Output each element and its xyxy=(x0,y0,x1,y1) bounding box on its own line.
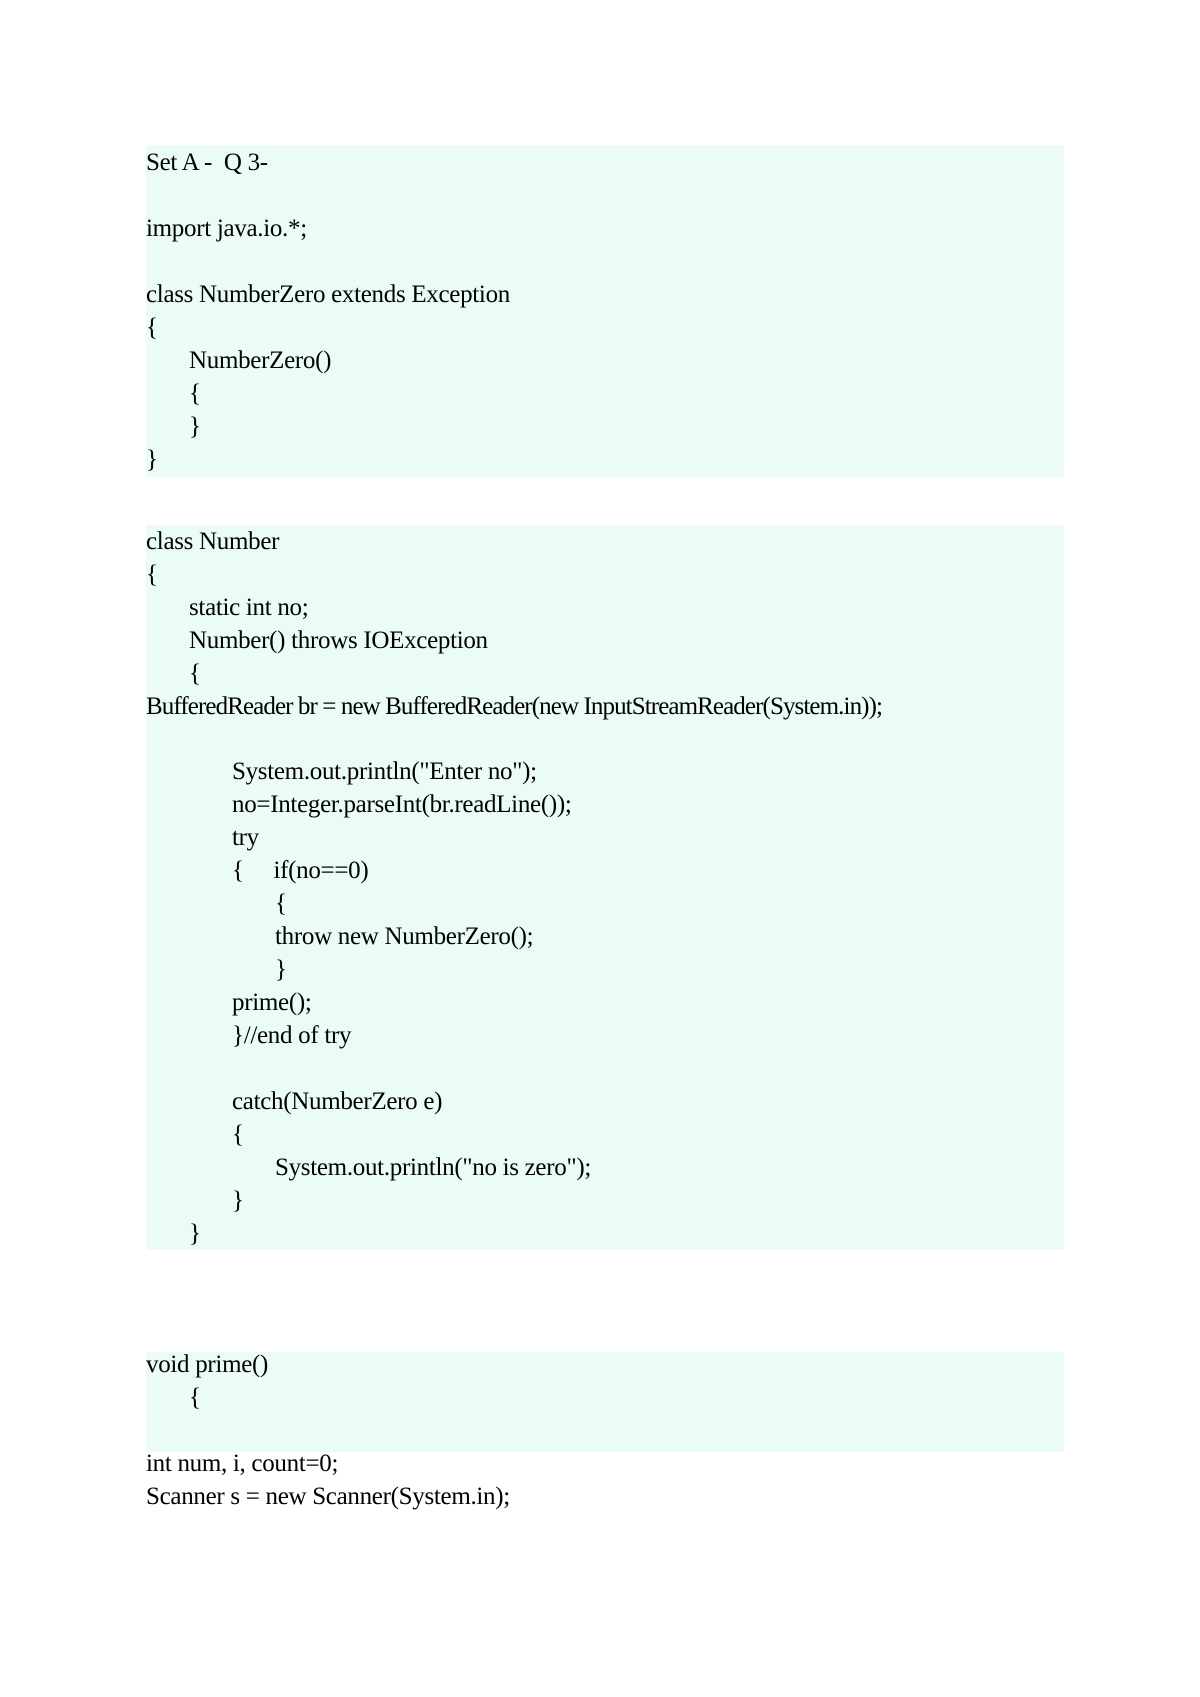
code-line: import java.io.*; xyxy=(146,215,307,242)
code-line: int num, i, count=0; xyxy=(146,1450,339,1477)
code-line: { xyxy=(232,1121,244,1148)
code-line: try xyxy=(232,824,259,851)
code-line: Scanner s = new Scanner(System.in); xyxy=(146,1483,510,1510)
code-block-numberzero xyxy=(146,145,1064,477)
code-line: } xyxy=(189,1220,201,1247)
code-line: System.out.println("no is zero"); xyxy=(275,1154,592,1181)
code-line: } xyxy=(146,446,158,473)
code-line: void prime() xyxy=(146,1351,269,1378)
code-line: throw new NumberZero(); xyxy=(275,923,534,950)
code-line: { xyxy=(146,561,158,588)
code-line: no=Integer.parseInt(br.readLine()); xyxy=(232,791,572,818)
code-line: { xyxy=(189,1384,201,1411)
code-line: System.out.println("Enter no"); xyxy=(232,758,537,785)
code-line: { xyxy=(189,380,201,407)
code-line: class NumberZero extends Exception xyxy=(146,281,510,308)
code-line: } xyxy=(189,413,201,440)
code-line: NumberZero() xyxy=(189,347,332,374)
code-line: class Number xyxy=(146,528,280,555)
code-line: { if(no==0) xyxy=(232,857,369,884)
code-line: Number() throws IOException xyxy=(189,627,488,654)
code-block-prime xyxy=(146,1352,1064,1452)
code-line: prime(); xyxy=(232,989,312,1016)
code-line: static int no; xyxy=(189,594,309,621)
code-line: catch(NumberZero e) xyxy=(232,1088,443,1115)
code-line: { xyxy=(189,660,201,687)
code-line: }//end of try xyxy=(232,1022,352,1049)
heading-line: Set A - Q 3- xyxy=(146,149,268,176)
code-line: { xyxy=(146,314,158,341)
code-line: { xyxy=(275,890,287,917)
code-line: } xyxy=(232,1187,244,1214)
code-line: } xyxy=(275,956,287,983)
code-line: BufferedReader br = new BufferedReader(new InputStreamReader(System.in)); xyxy=(146,693,883,720)
